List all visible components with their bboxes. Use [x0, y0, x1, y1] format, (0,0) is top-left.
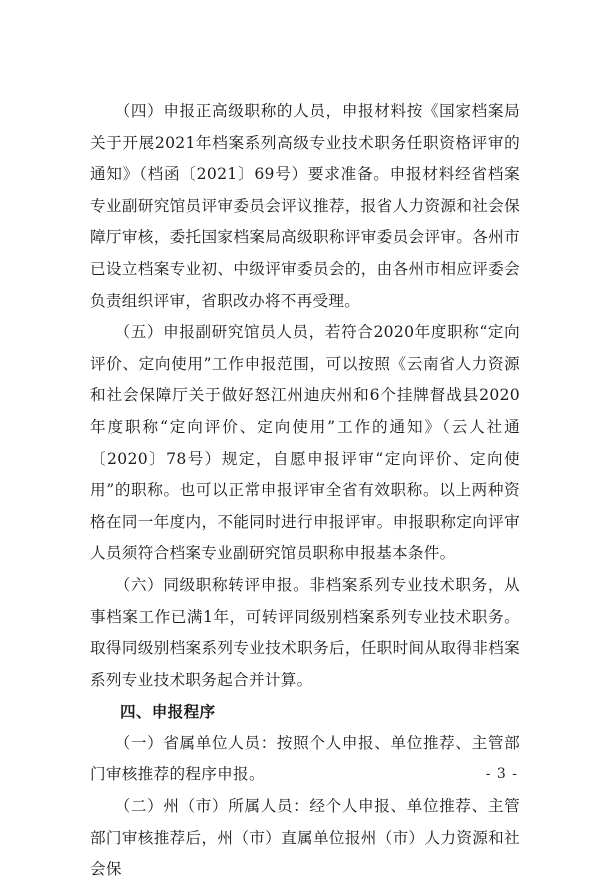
paragraph-5: （五）申报副研究馆员人员，若符合2020年度职称“定向评价、定向使用”工作申报范围，可以按照《云南省人力资源和社会保障厅关于做好怒江州迪庆州和6个挂牌督战县2020年度职称“定向评价、定向使用”工作的通知》（云人社通〔2020〕78号）规定，自愿申报评审“定向评价、定向使用”的职称。也可以正常申报评审全省有效职称。以上两种资格在同一年度内，不能同时进行申报评审。申报职称定向评审人员须符合档案专业副研究馆员职称申报基本条件。	[90, 323, 520, 563]
document-body	[90, 96, 520, 886]
procedure-paragraph-1: （一）省属单位人员：按照个人申报、单位推荐、主管部门审核推荐的程序申报。	[90, 733, 520, 784]
paragraph-4: （四）申报正高级职称的人员，申报材料按《国家档案局关于开展2021年档案系列高级专业技术职务任职资格评审的通知》（档函〔2021〕69号）要求准备。申报材料经省档案专业副研究馆员评审委员会评议推荐，报省人力资源和社会保障厅审核，委托国家档案局高级职称评审委员会评审。各州市已设立档案专业初、中级评审委员会的，由各州市相应评委会负责组织评审，省职改办将不再受理。	[90, 102, 520, 310]
procedure-paragraph-2: （二）州（市）所属人员：经个人申报、单位推荐、主管部门审核推荐后，州（市）直属单位报州（市）人力资源和社会保	[90, 797, 520, 879]
page-number: - 3 -	[485, 766, 518, 782]
paragraph-6: （六）同级职称转评申报。非档案系列专业技术职务，从事档案工作已满1年，可转评同级别档案系列专业技术职务。取得同级别档案系列专业技术职务后，任职时间从取得非档案系列专业技术职务起合并计算。	[90, 575, 520, 689]
section-heading: 四、申报程序	[120, 702, 216, 722]
